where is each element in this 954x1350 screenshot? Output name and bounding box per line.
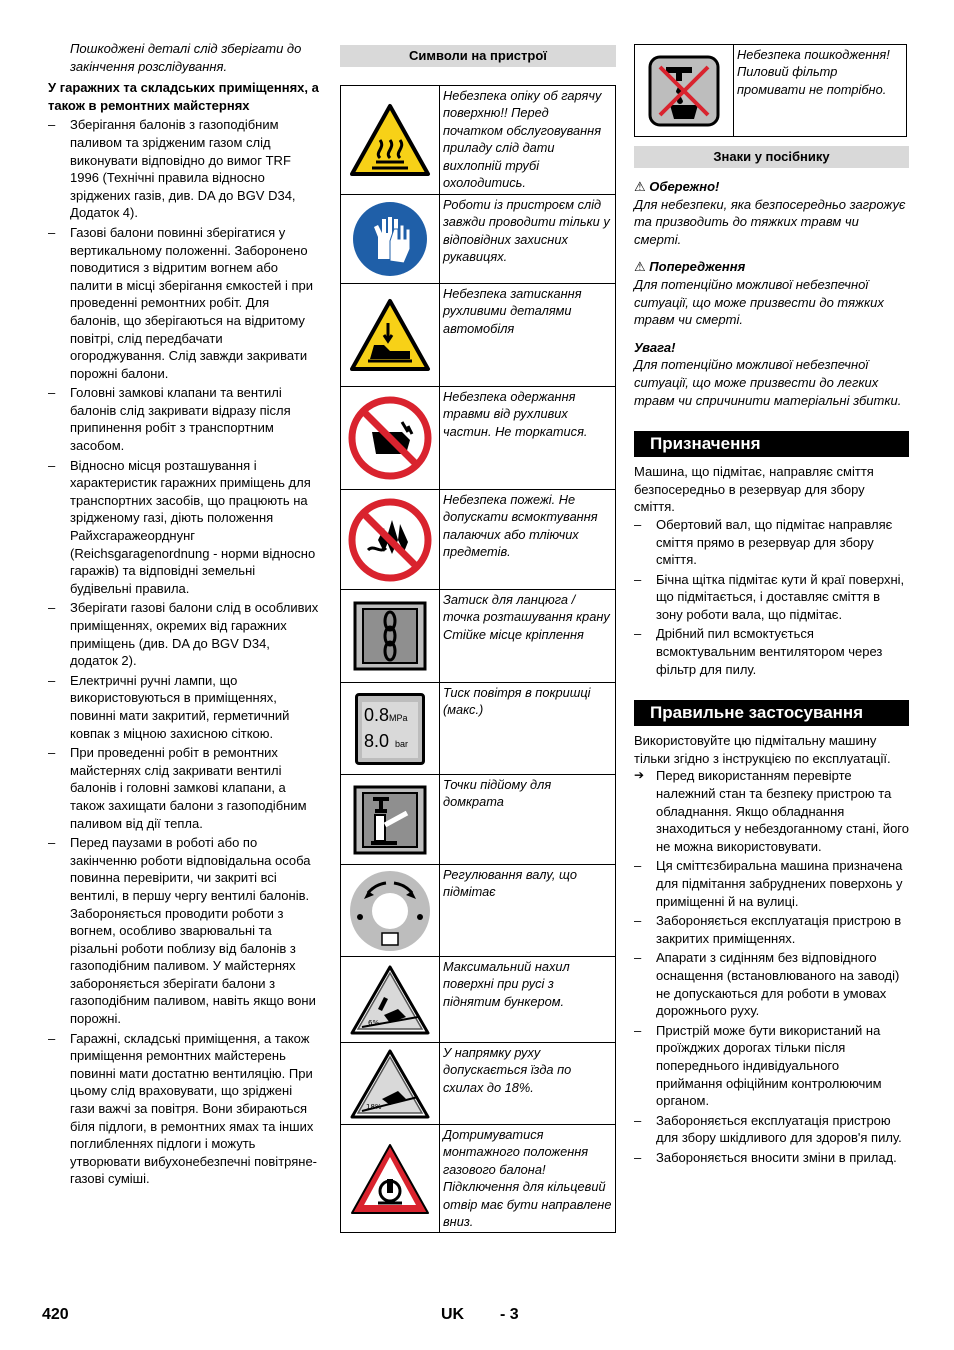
table-row [635, 45, 907, 137]
symbol-description: Дотримуватися монтажного положення газового балона! Підключення для кільцевий отвір має бути направлене вниз. [440, 1125, 616, 1233]
no-burning-objects-icon [341, 490, 440, 590]
list-item: – Зберігати газові балони слід в особливих приміщеннях, окремих від гаражних приміщень (див. DA до BGV D34, додаток 2). [48, 599, 320, 669]
table-row [341, 1043, 616, 1125]
list-item: – Забороняється експлуатація пристрою для збору шкідливого для здоров'я пилу. [634, 1112, 909, 1147]
table-row [341, 865, 616, 957]
hot-surface-warning-icon [341, 86, 440, 195]
warning-block [634, 178, 909, 409]
symbol-description: Небезпека пошкодження! Пиловий фільтр промивати не потрібно. [734, 45, 907, 137]
warning-text: Для потенційно можливої небезпечної ситуації, що може призвести до тяжких травм чи смерті. [634, 276, 884, 328]
list-item: – Електричні ручні лампи, що використовуються в приміщеннях, повинні мати закритий, герметичний ковпак з міцною захисною сіткою. [48, 672, 320, 742]
symbol-description: Небезпека затискання рухливими деталями автомобіля [440, 284, 616, 387]
usage-section-title: Правильне застосування [634, 700, 909, 726]
list-item: – Пристрій може бути використаний на проїжджих дорогах тільки після попереднього індивідуального приймання офіційним контролюючим органом. [634, 1022, 909, 1110]
no-touch-moving-parts-icon [341, 387, 440, 490]
list-item: – Зберігання балонів з газоподібним паливом та зрідженим газом слід виконувати відповідно до вимог TRF 1996 (Технічні правила відносно зріджених газів, див. DA до BGV D34, Додаток 4). [48, 116, 320, 222]
purpose-intro: Машина, що підмітає, направляє сміття безпосередньо в резервуар для збору сміття. [634, 464, 874, 515]
language-code: UK [441, 1306, 465, 1323]
page-number: 420 [42, 1306, 69, 1323]
table-row [341, 957, 616, 1043]
list-item: – При проведенні робіт в ремонтних майстернях слід закривати вентилі балонів і головні замкові клапани, а також захищати балони з газоподібним паливом від дії тепла. [48, 744, 320, 832]
list-item: – Відносно місця розташування і характеристик гаражних приміщень для транспортних засобів, що працюють на зрідженому газі, діють положення Райхсгаражеорднунг (Reichsgaragenordnung - норми відносно гаражів) та відповідні земельні будівельні правила. [48, 457, 320, 598]
table-row [341, 683, 616, 775]
pressure-mpa-value: 0.8 [364, 704, 390, 725]
purpose-list [634, 516, 909, 678]
symbol-description: Небезпека одержання травми від рухливих частин. Не торкатися. [440, 387, 616, 490]
warning-label: Попередження [649, 259, 746, 275]
purpose-section-title: Призначення [634, 431, 909, 457]
list-item: – Забороняється вносити зміни в прилад. [634, 1149, 909, 1167]
list-item: – Дрібний пил всмоктується всмоктувальним вентилятором через фільтр для пилу. [634, 625, 909, 678]
column-right [634, 44, 909, 1169]
symbol-description: Максимальний нахил поверхні при русі з піднятим бункером. [440, 957, 616, 1043]
roller-adjust-icon [341, 865, 440, 957]
table-row [341, 1125, 616, 1233]
garage-rules-list [48, 116, 320, 1188]
list-item: – Бічна щітка підмітає кути й краї поверхні, що підмітається, і доставляє сміття в зону роботи вала, що підмітає. [634, 571, 909, 624]
usage-intro: Використовуйте цю підмітальну машину тільки згідно з інструкцією по експлуатації. [634, 733, 891, 766]
symbol-description: Регулювання валу, що підмітає [440, 865, 616, 957]
slope-label: 18% [366, 1102, 382, 1111]
pressure-bar-unit: bar [395, 738, 409, 749]
symbol-description: Роботи із пристроєм слід завжди проводити тільки у відповідних захисних рукавицях. [440, 195, 616, 284]
column-middle [340, 45, 616, 1233]
section-heading-garages: У гаражних та складських приміщеннях, а також в ремонтних майстернях [48, 80, 319, 113]
warning-label: Увага! [634, 339, 676, 355]
jack-point-icon [341, 775, 440, 865]
warning-label: Обережно! [649, 179, 720, 194]
symbol-description: У напрямку руху допускається їзда по схилах до 18%. [440, 1043, 616, 1125]
list-item: – Гаражні, складські приміщення, а також приміщення ремонтних майстерень повинні мати достатню вентиляцію. При цьому слід враховувати, що зріджені гази важчі за повітря. Вони збираються біля підлоги, в ремонтних ямах та інших поглибленнях підлоги і можуть утворювати вибухонебезпечні повітряне-газові суміші. [48, 1030, 320, 1188]
warning-triangle-icon: ⚠ [634, 259, 646, 275]
warning-triangle-icon: ⚠ [634, 179, 646, 194]
manual-signs-title: Знаки у посібнику [634, 146, 909, 168]
symbol-description: Небезпека опіку об гарячу поверхню!! Перед початком обслуговування приладу слід дати вихлопній трубі охолодитись. [440, 86, 616, 195]
table-row [341, 86, 616, 195]
table-row [341, 490, 616, 590]
list-item: – Обертовий вал, що підмітає направляє сміття прямо в резервуар для збору сміття. [634, 516, 909, 569]
sub-page-number: - 3 [500, 1306, 519, 1323]
table-row [341, 775, 616, 865]
slope-label: 6% [368, 1018, 380, 1027]
warning-text: Для небезпеки, яка безпосередньо загрожує та призводить до тяжких травм чи смерті. [634, 196, 906, 247]
protective-gloves-icon [341, 195, 440, 284]
table-row [341, 284, 616, 387]
symbol-description: Затиск для ланцюга / точка розташування крану Стійке місце кріплення [440, 590, 616, 683]
list-item: – Головні замкові клапани та вентилі балонів слід закривати відразу після припинення робіт з транспортним засобом. [48, 384, 320, 454]
table-row [341, 590, 616, 683]
table-row [341, 387, 616, 490]
pressure-mpa-unit: MPa [389, 712, 408, 723]
table-row [341, 195, 616, 284]
list-item: – Газові балони повинні зберігатися у вертикальному положенні. Заборонено поводитися з відритим вогнем або палити в місці зберігання ємкостей і при проведенні ремонтних робіт. Для балонів, що зберігаються на відритому повітрі, слід передбачати огороджування. Слід завжди закривати порожні балони. [48, 224, 320, 382]
symbol-description: Небезпека пожежі. Не допускати всмоктування палаючих або тліючих предметів. [440, 490, 616, 590]
warning-text: Для потенційно можливої небезпечної ситуації, що може призвести до легких травм чи спричинити матеріальні збитки. [634, 357, 902, 408]
max-slope-icon [341, 957, 440, 1043]
list-item: – Апарати з сидінням без відповідного оснащення (встановлюваного на заводі) не допускаються для роботи в умовах дорожнього руху. [634, 949, 909, 1019]
filter-symbol-table [634, 44, 907, 137]
slope-18-icon [341, 1043, 440, 1125]
list-item: – Перед паузами в роботі або по закінченню роботи відповідальна особа повинна перевірити, чи закриті всі вентилі, в першу чергу вентилі балонів. Забороняється проводити роботи з вогнем, особливо зварювальні та різальні роботи поблизу від балонів з газоподібним паливом. У майстернях забороняється зберігати балони з газоподібним паливом, навіть якщо вони порожні. [48, 834, 320, 1028]
list-item: – Ця сміттєзбиральна машина призначена для підмітання забруднених поверхонь у приміщенні й на вулиці. [634, 857, 909, 910]
symbols-table [340, 85, 616, 1233]
usage-list [634, 767, 909, 1166]
column-left [48, 40, 320, 1190]
symbol-description: Тиск повітря в покришці (макс.) [440, 683, 616, 775]
gas-cylinder-warning-icon [341, 1125, 440, 1233]
pressure-bar-value: 8.0 [364, 730, 390, 751]
tire-pressure-icon [341, 683, 440, 775]
hand-crush-warning-icon [341, 284, 440, 387]
symbols-title: Символи на пристрої [340, 45, 616, 67]
symbol-description: Точки підйому для домкрата [440, 775, 616, 865]
chain-crane-icon [341, 590, 440, 683]
list-item: – Забороняється експлуатація пристрою в закритих приміщеннях. [634, 912, 909, 947]
no-wash-filter-icon [635, 45, 734, 137]
intro-italic: Пошкоджені деталі слід зберігати до закінчення розслідування. [70, 41, 302, 74]
list-item-arrow: ➔ Перед використанням перевірте належний стан та безпеку пристрою та обладнання. Якщо обладнання знаходиться у небездоганному стані, його не можна використовувати. [634, 767, 909, 855]
